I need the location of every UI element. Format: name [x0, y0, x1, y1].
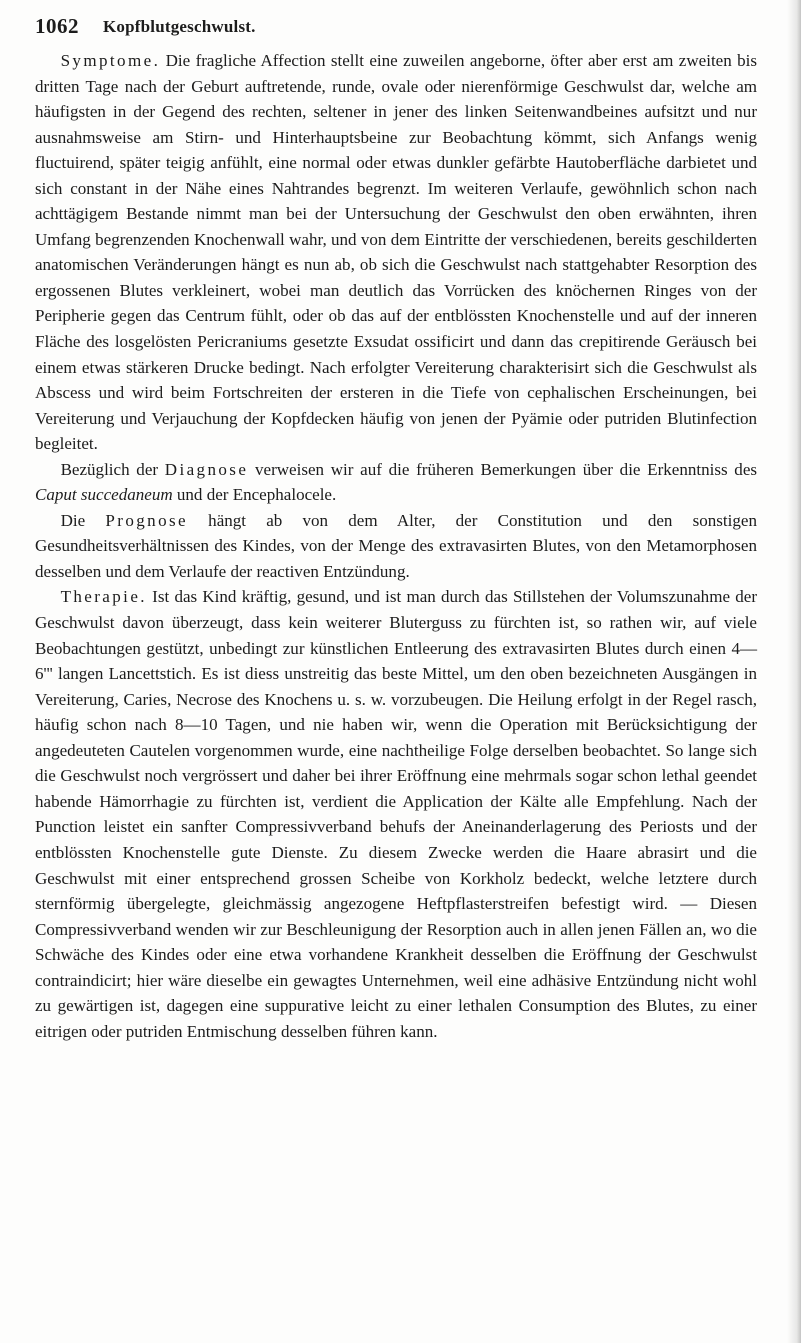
paragraph-lead: Therapie. [60, 587, 147, 607]
paragraph-lead: Die Prognose [60, 510, 188, 530]
paragraph-keyword: Diagnose [164, 459, 249, 479]
paragraph-lead: Symptome. [60, 51, 161, 70]
paragraph-diagnose [35, 457, 757, 508]
paragraph-prognose [35, 508, 757, 585]
paragraph-keyword: Prognose [105, 510, 188, 530]
paragraph-lead: Bezüglich der Diagnose [60, 459, 249, 479]
running-head: Kopfblutgeschwulst. [103, 17, 256, 36]
page-number: 1062 [35, 14, 79, 38]
paragraph-emphasis: Caput succedaneum [35, 485, 173, 505]
paragraph-therapie [35, 584, 757, 1044]
paragraph-text: hängt ab von dem Alter, der Constitution und den sonstigen Gesundheitsverhältnissen des Kindes, von der Menge des extravasirten Blutes, von den Metamorphosen desselben und dem Verlaufe der reactiven Entzündung. [35, 510, 757, 581]
paragraph-text: Die fragliche Affection stellt eine zuweilen angeborne, öfter aber erst am zweiten bis dritten Tage nach der Geburt auftretende, runde, ovale oder nierenförmige Geschwulst dar, welche am häufigsten in der Gegend des rechten, seltener in jener des linken Seitenwandbeines aufsitzt und nur ausnahmsweise am Stirn- und Hinterhauptsbeine zur Beobachtung kömmt, sich Anfangs wenig fluctuirend, später teigig anfühlt, eine normal oder etwas dunkler gefärbte Hautoberfläche darbietet und sich constant in der Nähe eines Nahtrandes begrenzt. Im weiteren Verlaufe, gewöhnlich schon nach achttägigem Bestande nimmt man bei der Untersuchung der Geschwulst den oben erwähnten, ihren Umfang begrenzenden Knochenwall wahr, und von dem Eintritte der verschiedenen, bereits geschilderten anatomischen Veränderungen hängt es nun ab, ob sich die Geschwulst nach stattgehabter Resorption des ergossenen Blutes verkleinert, wobei man deutlich das Vorrücken des knöchernen Ringes von der Peripherie gegen das Centrum fühlt, oder ob das auf der entblössten Knochenstelle und auf der inneren Fläche des losgelösten Pericraniums gesetzte Exsudat ossificirt und dann das crepitirende Geräusch bei einem etwas stärkeren Drucke bedingt. Nach erfolgter Vereiterung charakterisirt sich die Geschwulst als Abscess und wird beim Fortschreiten der ersteren in die Tiefe von cephalischen Erscheinungen, bei Vereiterung und Verjauchung der Kopfdecken häufig von jenen der Pyämie oder putriden Blutinfection begleitet. [35, 51, 757, 454]
page-edge-shadow [787, 0, 801, 1343]
page-header [35, 14, 755, 38]
paragraph-text: verweisen wir auf die früheren Bemerkungen über die Erkenntniss des [248, 459, 758, 479]
paragraph-text: Ist das Kind kräftig, gesund, und ist man durch das Stillstehen der Volumszunahme der Geschwulst davon überzeugt, dass kein weiterer Bluterguss zu fürchten ist, so rathen wir, auf viele Beobachtungen gestützt, unbedingt zur künstlichen Entleerung des extravasirten Blutes durch einen 4—6''' langen Lancettstich. Es ist diess unstreitig das beste Mittel, um den oben bezeichneten Ausgängen in Vereiterung, Caries, Necrose des Knochens u. s. w. vorzubeugen. Die Heilung erfolgt in der Regel rasch, häufig schon nach 8—10 Tagen, und nie haben wir, wenn die Operation mit Berücksichtigung der angedeuteten Cautelen vorgenommen wurde, eine nachtheilige Folge derselben beobachtet. So lange sich die Geschwulst noch vergrössert und daher bei ihrer Eröffnung eine mehrmals sogar schon lethal geendet habende Hämorrhagie zu fürchten ist, verdient die Application der Kälte alle Empfehlung. Nach der Punction leistet ein sanfter Compressivverband behufs der Aneinanderlagerung des Periosts und der entblössten Knochenstelle gute Dienste. Zu diesem Zwecke werden die Haare abrasirt und die Geschwulst mit einer entsprechend grossen Scheibe von Korkholz bedeckt, welche letztere durch sternförmig übergelegte, gleichmässig angezogene Heftpflasterstreifen befestigt wird. — Diesen Compressivverband wenden wir zur Beschleunigung der Resorption auch in allen jenen Fällen an, wo die Schwäche des Kindes oder eine etwa vorhandene Krankheit desselben die Eröffnung der Geschwulst contraindicirt; hier wäre dieselbe ein gewagtes Unternehmen, weil eine adhäsive Entzündung nicht wohl zu gewärtigen ist, dagegen eine suppurative leicht zu einer lethalen Consumption des Blutes, zu einer eitrigen oder putriden Entmischung desselben führen kann. [35, 587, 757, 1041]
paragraph-text: und der Encephalocele. [172, 485, 337, 505]
paragraph-symptome [35, 48, 757, 457]
body-text [35, 48, 757, 1044]
